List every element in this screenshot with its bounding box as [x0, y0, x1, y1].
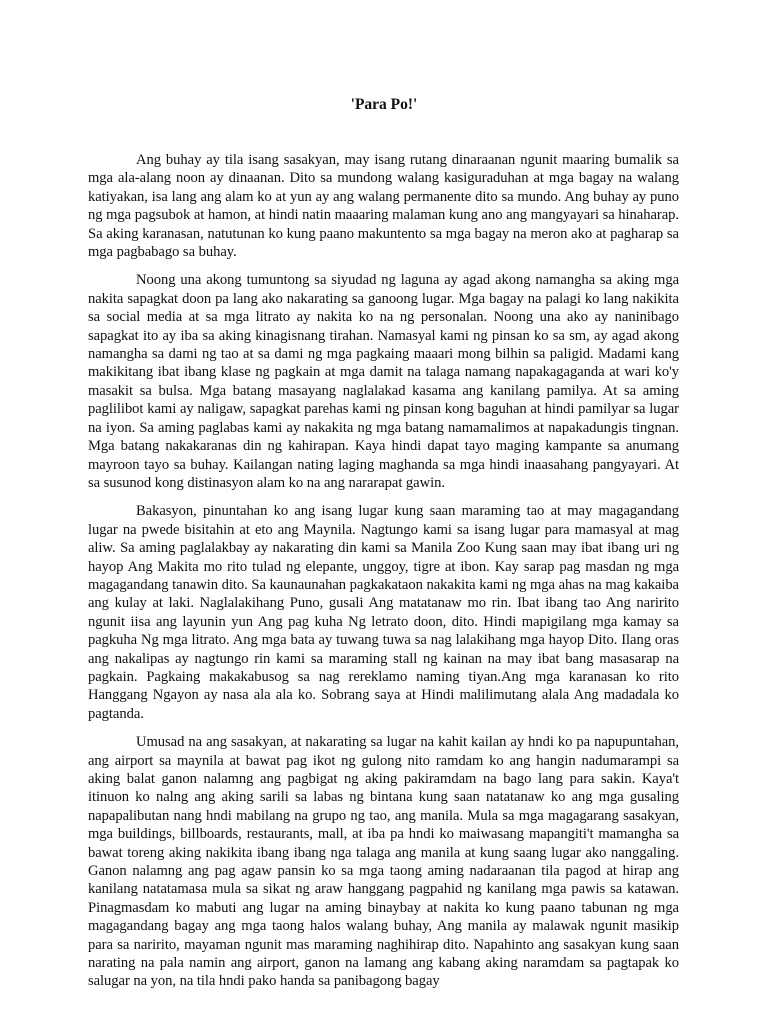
paragraph-4: Umusad na ang sasakyan, at nakarating sa lugar na kahit kailan ay hndi ko pa napupuntahan, ang airport sa maynila at bawat pag ikot ng gulong nito ramdam ko ang hangin nadumarampi sa aking balat ganon nalamng ang pagbigat ng aking pakiramdam na bago lang para sakin. Kaya't itinuon ko nalng ang aking sarili sa labas ng bintana kung saan natatanaw ko ang mga gusaling napapalibutan nang hndi mabilang na grupo ng tao, ang manila. Mula sa mga magagarang sasakyan, mga buildings, billboards, restaurants, mall, at iba pa hndi ko maiwasang mapangiti't mamangha sa bawat toreng aking nakikita ibang ibang nga talaga ang manila at kung saang lugar ako nanggaling. Ganon nalamng ang pag agaw pansin ko sa mga taong aming nadaraanan tila pagod at hirap ang kanilang natatamasa mula sa sikat ng araw hanggang pagpahid ng kanilang mga pawis sa katawan. Pinagmasdam ko mabuti ang lugar na aming binaybay at nakita ko kung paano tabunan ng mga magagandang bagay ang mga taong halos walang buhay, Ang manila ay malawak ngunit masikip para sa naririto, mayaman ngunit mas maraming naghihirap dito. Napahinto ang sasakyan kung saan narating na pala namin ang airport, ganon na lamang ang kabang aking naramdam sa pagtapak ko salugar na yon, na tila hndi pako handa sa panibagong bagay	[88, 734, 679, 990]
paragraph-3: Bakasyon, pinuntahan ko ang isang lugar kung saan maraming tao at may magagandang lugar na pwede bisitahin at eto ang Maynila. Nagtungo kami sa isang lugar para mamasyal at mag aliw. Sa aming paglalakbay ay nakarating din kami sa Manila Zoo Kung saan may ibat ibang uri ng hayop Ang Makita mo rito tulad ng elepante, unggoy, tigre at ibon. Kay sarap pag masdan ng mga magagandang tanawin dito. Sa kaunaunahan pagkakataon nakakita kami ng mga ahas na mag kakaiba ang kulay at laki. Naglalakihang Puno, gusali Ang matatanaw mo rin. Ibat ibang tao Ang naririto ngunit iisa ang layunin yun Ang pag kuha Ng letrato doon, dito. Hindi mapigilang mga kamay sa pagkuha Ng mga litrato. Ang mga bata ay tuwang tuwa sa nag lalakihang mga hayop Dito. Ilang oras ang nakalipas ay nagtungo rin kami sa maraming stall ng kainan na may ibat bang masasarap na pagkain. Pagkaing makakabusog sa nag rereklamo naming tiyan.Ang mga karanasan ko rito Hanggang Ngayon ay nasa ala ala ko. Sobrang saya at Hindi malilimutang alala Ang madadala ko pagtanda.	[88, 503, 679, 722]
paragraph-1: Ang buhay ay tila isang sasakyan, may isang rutang dinaraanan ngunit maaring bumalik sa mga ala-alang noon ay dinaanan. Dito sa mundong walang kasiguraduhan at mga bagay na walang katiyakan, isa lang ang alam ko at yun ay ang walang permanente dito sa mundo. Ang buhay ay puno ng mga pagsubok at hamon, at hindi natin maaaring malaman kung ano ang mangyayari sa hinaharap. Sa aking karanasan, natutunan ko kung paano makuntento sa mga bagay na meron ako at pagharap sa mga pagbabago sa buhay.	[88, 152, 679, 261]
document-body	[88, 151, 679, 1001]
paragraph-2: Noong una akong tumuntong sa siyudad ng laguna ay agad akong namangha sa aking mga nakita sapagkat doon pa lang ako nakarating sa ganoong lugar. Mga bagay na palagi ko lang nakikita sa social media at sa mga litrato ay nakita ko na ng personalan. Noong una ako ay naninibago sapagkat ito ay iba sa aking kinagisnang tirahan. Namasyal kami ng pinsan ko sa sm, ay agad akong namangha sa dami ng tao at sa dami ng mga pagkaing maaari mong bilhin sa paligid. Madami kang makikitang ibat ibang klase ng pagkain at mga damit na talaga namang napakagaganda at wari ko'y masakit sa bulsa. Mga batang masayang naglalakad kasama ang kanilang pamilya. At sa aming paglilibot kami ay naligaw, sapagkat parehas kami ng pinsan kong baguhan at hindi pamilyar sa lugar na iyon. Sa aming paglabas kami ay nakakita ng mga batang namamalimos at napakadungis tingnan. Mga batang nakakaranas din ng kahirapan. Kaya hindi dapat tayo maging kampante sa anumang mayroon tayo sa buhay. Kailangan nating laging maghanda sa mga hindi inaasahang pangyayari. At sa susunod kong distinasyon alam ko na ang nararapat gawin.	[88, 272, 679, 491]
document-title: 'Para Po!'	[350, 96, 418, 113]
